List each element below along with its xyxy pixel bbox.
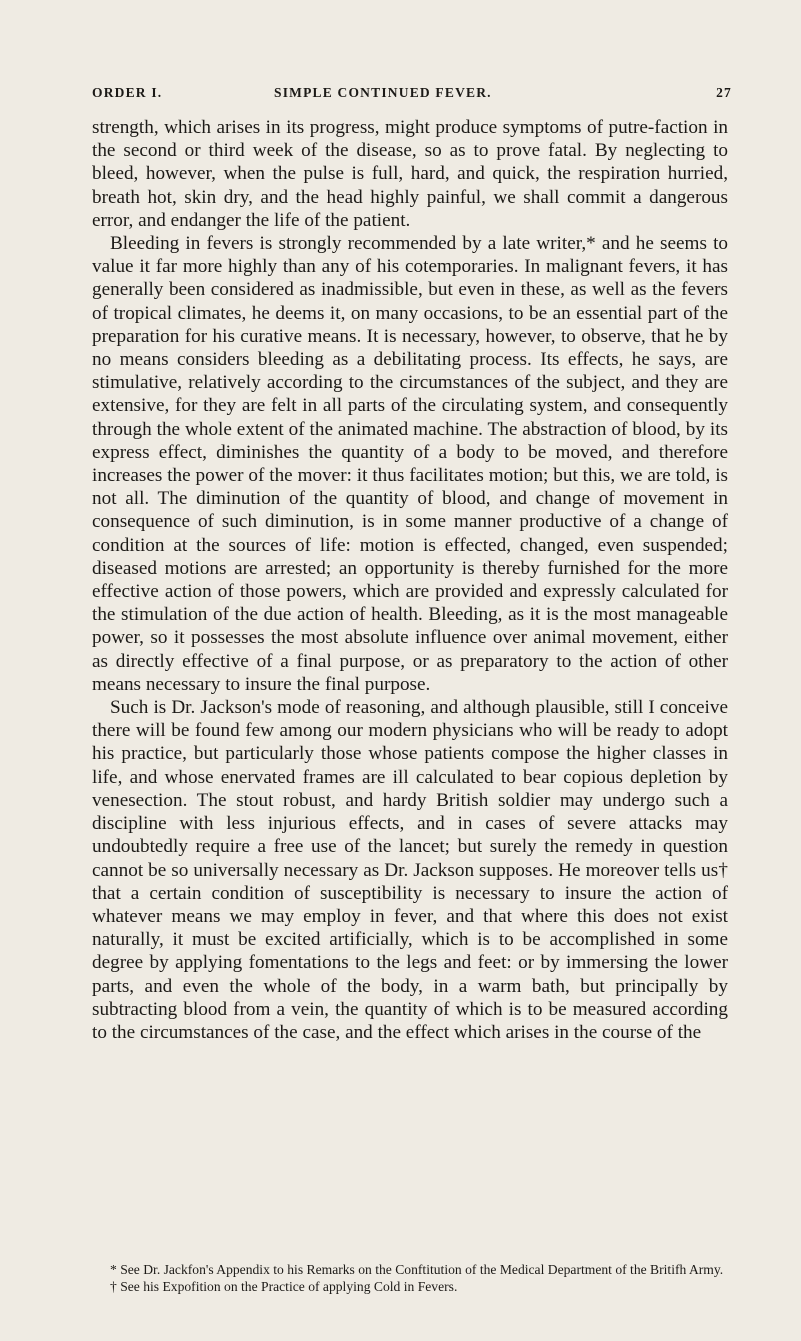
footnote: † See his Expofition on the Practice of applying Cold in Fevers.	[110, 1278, 458, 1294]
footnote: * See Dr. Jackfon's Appendix to his Remarks on the Conftitution of the Medical Department of the Britifh Army.	[110, 1262, 724, 1277]
running-head-title: SIMPLE CONTINUED FEVER.	[274, 85, 492, 100]
paragraph: Bleeding in fevers is strongly recommended by a late writer,* and he seems to value it far more highly than any of his cotemporaries. In malignant fevers, it has generally been considered as inadmissible, but even in these, as well as the fevers of tropical climates, he deems it, on many occasions, to be an essential part of the preparation for his curative means. It is necessary, however, to observe, that he by no means considers bleeding as a debilitating process. Its effects, he says, are stimulative, relatively according to the circumstances of the subject, and they are extensive, for they are felt in all parts of the circulating system, and consequently through the whole extent of the animated machine. The abstraction of blood, by its express effect, diminishes the quantity of a body to be moved, and therefore increases the power of the mover: it thus facilitates motion; but this, we are told, is not all. The diminution of the quantity of blood, and change of movement in consequence of such diminution, is in some manner productive of a change of condition at the sources of life: motion is effected, changed, even suspended; diseased motions are arrested; an opportunity is thereby furnished for the more effective action of those powers, which are provided and expressly calculated for the stimulation of the due action of health. Bleeding, as it is the most manageable power, so it possesses the most absolute influence over animal movement, either as directly effective of a final purpose, or as preparatory to the action of other means necessary to insure the final purpose.	[92, 233, 728, 695]
body-text	[92, 116, 728, 1044]
running-head	[92, 85, 732, 107]
paragraph: Such is Dr. Jackson's mode of reasoning, and although plausible, still I conceive there will be found few among our modern physicians who will be ready to adopt his practice, but particularly those whose patients compose the higher classes in life, and whose enervated frames are ill calculated to bear copious depletion by venesection. The stout robust, and hardy British soldier may undergo such a discipline with less injurious effects, and in cases of severe attacks may undoubtedly require a free use of the lancet; but surely the remedy in question cannot be so universally necessary as Dr. Jackson supposes. He moreover tells us† that a certain condition of susceptibility is necessary to insure the action of whatever means we may employ in fever, and that where this does not exist naturally, it must be excited artificially, which is to be accomplished in some degree by applying fomentations to the legs and feet: or by immersing the lower parts, and even the whole of the body, in a warm bath, but principally by subtracting blood from a vein, the quantity of which is to be measured according to the circumstances of the case, and the effect which arises in the course of the	[92, 697, 728, 1043]
paragraph: strength, which arises in its progress, might produce symptoms of putre-faction in the second or third week of the disease, so as to prove fatal. By neglecting to bleed, however, when the pulse is full, hard, and quick, the respiration hurried, breath hot, skin dry, and the head highly painful, we shall commit a dangerous error, and endanger the life of the patient.	[92, 117, 728, 231]
running-head-order: ORDER I.	[92, 85, 163, 100]
page-number: 27	[716, 85, 732, 100]
footnotes	[92, 1262, 732, 1296]
